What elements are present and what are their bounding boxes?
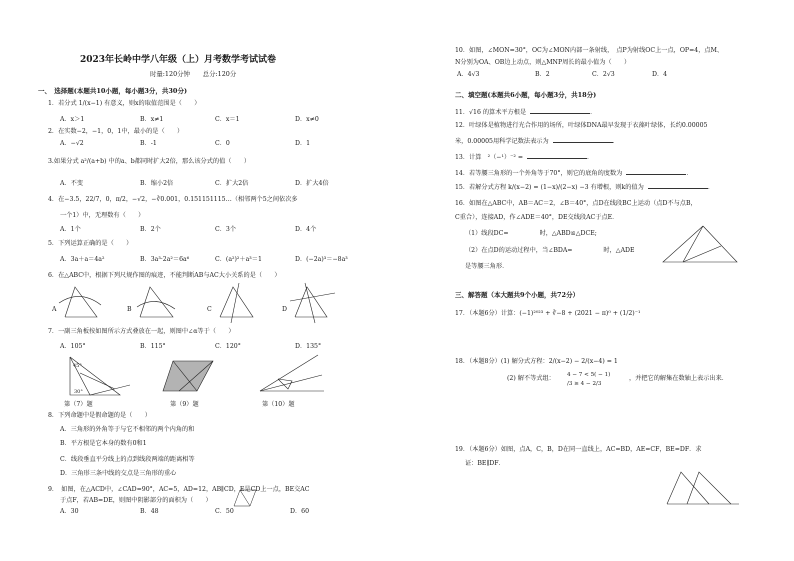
q8-item-d: D．三角形三条中线的交点是三角形的重心 [60, 470, 177, 477]
q10-stem-cont: N分别为OA、OB边上动点，则△MNP周长的最小值为（ ） [455, 59, 631, 66]
q2-option-c: C．0 [215, 140, 230, 147]
q4-option-c: C．3个 [215, 226, 237, 233]
q4-option-d: D．4个 [295, 226, 317, 233]
section3-heading: 三、解答题（本大题共9个小题，共72分） [455, 291, 580, 299]
q5-option-a: A．3a＋a＝4a² [60, 256, 105, 263]
q16-part2: （2）在点D的运动过程中，当∠BDA= 时，△ADE [465, 247, 635, 254]
q4-option-a: A．1个 [60, 226, 81, 233]
q10-option-a: A．4√3 [457, 71, 480, 78]
q7-option-c: C．120° [215, 343, 241, 350]
q19: 19．（本题6分）如图，点A，C，B，D在同一直线上，AC=BD，AE=CF，BE=DF．求 [455, 446, 702, 453]
q8-item-a: A．三角形的外角等于与它不相邻的两个内角的和 [60, 426, 195, 433]
svg-text:45°: 45° [73, 363, 82, 369]
page-subtitle: 时量:120分钟 总分:120分 [150, 70, 237, 78]
q2-option-d: D．1 [295, 140, 311, 147]
q7-option-b: B．115° [140, 343, 166, 350]
q9-option-c: C．50 [215, 508, 234, 515]
q8-stem: 8．下列命题中是假命题的是（ ） [48, 412, 151, 419]
q16: 16．如图在△ABC中，AB＝AC＝2，∠B＝40°，点D在线段BC上运动（点D不与点B， [455, 200, 697, 207]
q12: 12．叶绿体是植物进行光合作用的场所，叶绿体DNA最早发现于衣藻叶绿体，长约0.00005 [455, 122, 708, 129]
q7-caption: 第（7）题 [64, 401, 93, 408]
q6-stem: 6．在△ABC中，根据下列尺规作图的痕迹，不能判断AB与AC大小关系的是（ ） [48, 272, 281, 279]
q10-figure [258, 353, 328, 397]
q10-option-b: B．2 [535, 71, 550, 78]
q6-figures [55, 283, 355, 323]
q10-option-d: D．4 [652, 71, 668, 78]
q1-option-d: D．x≠0 [295, 116, 319, 123]
q8-item-b: B．平方根是它本身的数有0和1 [60, 440, 147, 447]
q19-figure [665, 468, 741, 508]
q16-part1: （1）线段DC= 时，△ABD≌△DCE; [465, 230, 597, 237]
q8-item-c: C．线段垂直平分线上的点到线段两端的距离相等 [60, 456, 195, 463]
q5-stem: 5．下列运算正确的是（ ） [48, 240, 133, 247]
q3-stem: 3.如果分式 a²/(a+b) 中的a、b都同时扩大2倍，那么该分式的值（ ） [48, 158, 251, 165]
q3-option-a: A．不变 [60, 180, 84, 187]
q9-option-b: B．48 [140, 508, 159, 515]
q16-part2-cont: 是等腰三角形． [465, 263, 509, 270]
q18-part2-label: (2) 解不等式组： [507, 375, 555, 382]
q18-ineq-1: 4 − 7 < 5( − 1) [567, 372, 611, 378]
q9-option-a: A．30 [60, 508, 79, 515]
q4-stem-cont: 一个1）中，无理数有（ ） [60, 212, 145, 219]
q14: 14．若等腰三角形的一个外角等于70°，则它的底角的度数为 ． [455, 170, 693, 177]
q10-option-c: C．2√3 [592, 71, 615, 78]
q1-stem: 1．若分式 1/(x−1) 有意义，则x的取值范围是（ ） [48, 100, 201, 107]
right-column [397, 0, 794, 561]
q10-caption: 第（10）题 [262, 401, 295, 408]
q11: 11．√16 的算术平方根是 ． [455, 109, 597, 116]
q7-stem: 7．一副三角板按如图所示方式叠放在一起，则图中∠α等于（ ） [48, 328, 235, 335]
q9-caption: 第（9）题 [170, 401, 199, 408]
q10-stem: 10．如图，∠MON=30°，OC为∠MON内部一条射线， 点P为射线OC上一点，OP=4，点M、 [455, 47, 724, 54]
q4-stem: 4．在−3.5，22/7，0，π/2，−√2，−∛0.001，0.151151115…（相邻两个5之间依次多 [48, 196, 298, 203]
svg-text:30°: 30° [74, 389, 83, 395]
section2-heading: 二、填空题(本题共6小题，每小题3分，共18分) [455, 91, 597, 99]
q5-option-b: B．3a³·2a²＝6a⁶ [140, 256, 190, 263]
q1-option-a: A．x＞1 [60, 116, 85, 123]
q19-cont: 证：BE∥DF． [465, 460, 505, 467]
q16-cont: C重合），连接AD，作∠ADE＝40°，DE交线段AC于点E． [455, 214, 619, 221]
q15: 15．若解分式方程 k/(x−2) = (1−x)/(2−x) −3 有增根，则k的值为 ． [455, 184, 714, 191]
q9-stem-cont: 于点F，若AB=DE，则图中阴影部分的面积为（ ） [60, 497, 212, 504]
q18-part1: 18．（本题8分）(1) 解分式方程：2/(x−2) − 2/(x−4) = 1 [455, 358, 618, 365]
q18-ineq-2: /3 ≥ 4 − 2/3 [567, 381, 602, 387]
q9-small-figure [232, 488, 258, 508]
q16-figure [659, 222, 741, 266]
section1-heading: 一、 选择题(本题共10小题，每小题3分，共30分) [38, 87, 188, 95]
q5-option-c: C．(a²)²＋a³＝1 [215, 256, 262, 263]
q2-option-b: B．-1 [140, 140, 157, 147]
q4-option-b: B．2个 [140, 226, 161, 233]
q9-figure [155, 355, 225, 397]
q3-option-b: B．缩小2倍 [140, 180, 174, 187]
q6-option-c: C [207, 306, 212, 313]
q3-option-d: D．扩大4倍 [295, 180, 329, 187]
q6-option-d: D [282, 306, 287, 313]
q13: 13．计算 ²（−¹）⁻² = ． [455, 154, 594, 161]
q3-option-c: C．扩大2倍 [215, 180, 249, 187]
q7-option-d: D．135° [295, 343, 322, 350]
q2-option-a: A．−√2 [60, 140, 84, 147]
q7-figure [60, 355, 140, 397]
q9-stem: 9． 如图，在△ACD中，∠CAD=90°，AC=5，AD=12，AB∥CD，E是CD上一点，BE交AC [48, 486, 310, 493]
q1-option-c: C．x＝1 [215, 116, 240, 123]
q12-cont: 米，0.00005用科学记数法表示为 ． [455, 138, 619, 145]
q2-stem: 2．在实数−2，−1，0，1中，最小的是（ ） [48, 128, 184, 135]
q17: 17．（本题6分）计算：(−1)²⁰²³ + ∛−8 + (2021 − π)⁰ + (1/2)⁻¹ [455, 310, 641, 317]
q18-part2-tail: ，并把它的解集在数轴上表示出来． [629, 375, 728, 382]
page-title: 2023年长岭中学八年级（上）月考数学考试试卷 [80, 55, 277, 65]
q9-option-d: D．60 [290, 508, 310, 515]
q7-option-a: A．105° [60, 343, 86, 350]
q6-option-a: A [52, 306, 57, 313]
q6-option-b: B [127, 306, 132, 313]
q5-option-d: D．(−2a)³＝−8a³ [295, 256, 348, 263]
q1-option-b: B．x≠1 [140, 116, 164, 123]
